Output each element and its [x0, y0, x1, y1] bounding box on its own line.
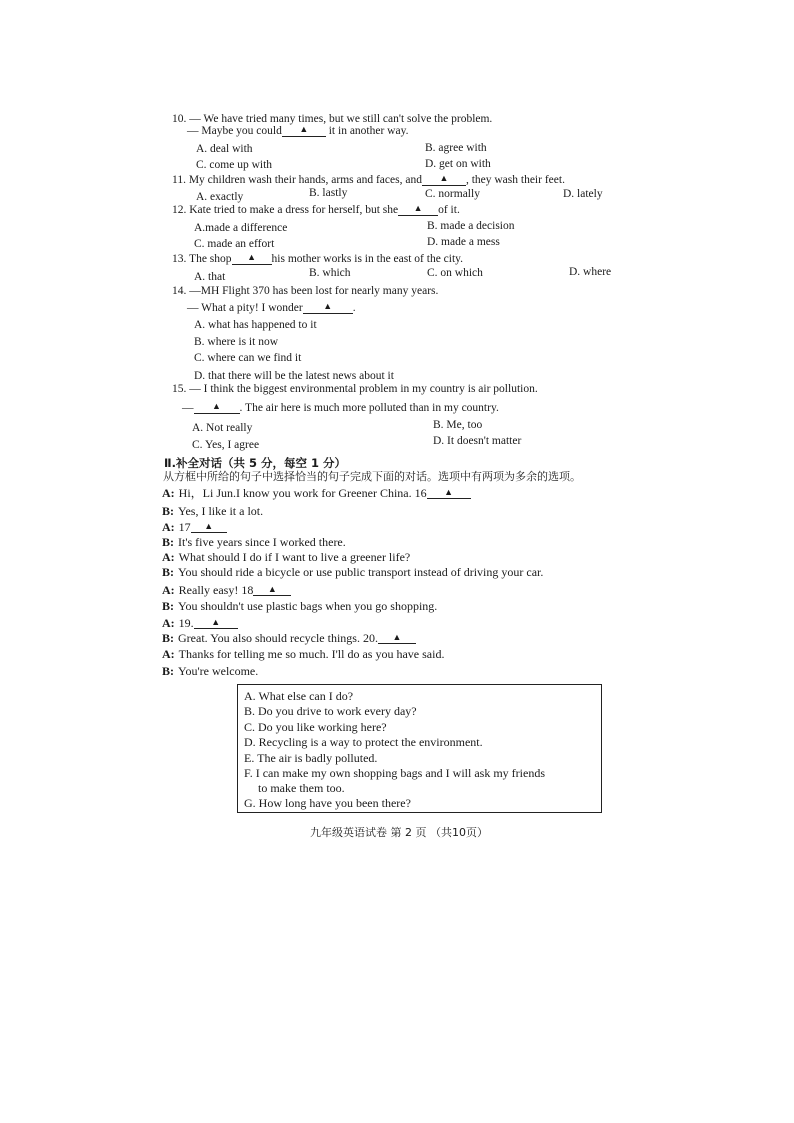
- triangle-icon: ▲: [413, 203, 423, 213]
- q11-answer-blank[interactable]: [422, 173, 466, 186]
- box-option-d: D. Recycling is a way to protect the environment.: [244, 735, 483, 749]
- box-option-e: E. The air is badly polluted.: [244, 751, 378, 765]
- q13-stem: [172, 252, 463, 266]
- q15-line2-post: . The air here is much more polluted than in my country.: [239, 402, 499, 414]
- q11-option-b: B. lastly: [309, 187, 348, 199]
- dialogue-text: You shouldn't use plastic bags when you go shopping.: [178, 599, 438, 613]
- dialogue-answer-blank[interactable]: [194, 616, 238, 629]
- box-option-g: G. How long have you been there?: [244, 796, 411, 810]
- q12-option-b: B. made a decision: [427, 220, 515, 232]
- q14-stem: 14. —MH Flight 370 has been lost for nearly many years.: [172, 285, 439, 297]
- q15-option-b: B. Me, too: [433, 419, 483, 431]
- q13-option-d: D. where: [569, 266, 612, 278]
- triangle-icon: ▲: [392, 632, 402, 642]
- dialogue-answer-blank[interactable]: [427, 486, 471, 499]
- q14-line2-pre: — What a pity! I wonder: [187, 302, 303, 314]
- page-footer: 九年级英语试卷 第 2 页 （共10页）: [310, 826, 488, 839]
- dialogue-text: Really easy! 18: [178, 583, 254, 597]
- q10-option-c: C. come up with: [196, 159, 273, 171]
- speaker-label: B:: [162, 664, 174, 678]
- q12-post: of it.: [438, 204, 460, 216]
- q11-pre: 11. My children wash their hands, arms and faces, and: [172, 174, 422, 186]
- q14-option-c: C. where can we find it: [194, 352, 302, 364]
- dialogue-line: [162, 520, 227, 535]
- dialogue-line: [162, 535, 346, 550]
- dialogue-answer-blank[interactable]: [253, 583, 291, 596]
- q13-pre: 13. The shop: [172, 253, 232, 265]
- speaker-label: A:: [162, 583, 175, 597]
- dialogue-text: Yes, I like it a lot.: [178, 504, 264, 518]
- options-box: [237, 684, 602, 813]
- speaker-label: B:: [162, 599, 174, 613]
- dialogue-text: It's five years since I worked there.: [178, 535, 346, 549]
- q15-answer-blank[interactable]: [194, 401, 240, 414]
- dialogue-line: [162, 647, 444, 662]
- dialogue-text: What should I do if I want to live a greener life?: [178, 550, 411, 564]
- q10-stem: 10. — We have tried many times, but we still can't solve the problem.: [172, 113, 493, 125]
- q10-option-b: B. agree with: [425, 142, 487, 154]
- box-option-a: A. What else can I do?: [244, 689, 354, 703]
- q15-option-a: A. Not really: [192, 422, 253, 434]
- speaker-label: B:: [162, 535, 174, 549]
- dialogue-answer-blank[interactable]: [378, 631, 416, 644]
- box-option-c: C. Do you like working here?: [244, 720, 387, 734]
- q14-option-b: B. where is it now: [194, 336, 279, 348]
- q14-option-a: A. what has happened to it: [194, 319, 317, 331]
- dialogue-line: [162, 583, 291, 598]
- q15-option-d: D. It doesn't matter: [433, 435, 522, 447]
- q11-option-d: D. lately: [563, 188, 603, 200]
- q15-line2: [182, 401, 499, 415]
- q13-option-a: A. that: [194, 271, 226, 283]
- dialogue-line: [162, 504, 263, 519]
- q13-option-c: C. on which: [427, 267, 483, 279]
- q12-option-d: D. made a mess: [427, 236, 500, 248]
- q12-pre: 12. Kate tried to make a dress for herself, but she: [172, 204, 399, 216]
- triangle-icon: ▲: [299, 124, 309, 134]
- q13-option-b: B. which: [309, 267, 351, 279]
- speaker-label: A:: [162, 520, 175, 534]
- q12-answer-blank[interactable]: [398, 203, 438, 216]
- triangle-icon: ▲: [212, 401, 221, 411]
- triangle-icon: ▲: [439, 173, 449, 183]
- q14-answer-blank[interactable]: [303, 301, 353, 314]
- speaker-label: A:: [162, 550, 175, 564]
- dialogue-text: Hi，Li Jun.I know you work for Greener China. 16: [178, 486, 427, 500]
- section-2-instruction: 从方框中所给的句子中选择恰当的句子完成下面的对话。选项中有两项为多余的选项。: [163, 470, 581, 483]
- speaker-label: A:: [162, 616, 175, 630]
- dialogue-text: 17: [178, 520, 191, 534]
- triangle-icon: ▲: [211, 617, 221, 627]
- q13-post: his mother works is in the east of the city.: [271, 253, 464, 265]
- triangle-icon: ▲: [323, 301, 333, 311]
- section-2-title: Ⅱ.补全对话（共 5 分，每空 1 分）: [164, 456, 346, 470]
- dialogue-text: Great. You also should recycle things. 20.: [178, 631, 378, 645]
- q14-line2-post: .: [352, 302, 356, 314]
- q15-stem: 15. — I think the biggest environmental problem in my country is air pollution.: [172, 383, 538, 395]
- dialogue-line: [162, 664, 258, 679]
- dialogue-text: You're welcome.: [178, 664, 259, 678]
- triangle-icon: ▲: [444, 487, 454, 497]
- dialogue-text: 19.: [178, 616, 194, 630]
- q12-option-a: A.made a difference: [194, 222, 288, 234]
- q14-line2: [187, 301, 356, 315]
- dialogue-text: Thanks for telling me so much. I'll do as you have said.: [178, 647, 445, 661]
- dialogue-line: [162, 631, 416, 646]
- box-option-b: B. Do you drive to work every day?: [244, 704, 417, 718]
- q11-option-c: C. normally: [425, 188, 480, 200]
- box-option-f-cont: to make them too.: [258, 781, 345, 795]
- q11-option-a: A. exactly: [196, 191, 244, 203]
- dialogue-line: [162, 599, 437, 614]
- q15-option-c: C. Yes, I agree: [192, 439, 260, 451]
- triangle-icon: ▲: [204, 521, 214, 531]
- q10-option-d: D. get on with: [425, 158, 491, 170]
- q13-answer-blank[interactable]: [232, 252, 272, 265]
- speaker-label: A:: [162, 647, 175, 661]
- speaker-label: A:: [162, 486, 175, 500]
- box-option-f: F. I can make my own shopping bags and I will ask my friends: [244, 766, 545, 780]
- q11-post: , they wash their feet.: [465, 174, 565, 186]
- dialogue-line: [162, 616, 238, 631]
- q10-line2-pre: — Maybe you could: [187, 125, 282, 137]
- speaker-label: B:: [162, 565, 174, 579]
- q12-stem: [172, 203, 460, 217]
- dialogue-line: [162, 565, 543, 580]
- dialogue-line: [162, 550, 410, 565]
- q12-option-c: C. made an effort: [194, 238, 275, 250]
- q10-option-a: A. deal with: [196, 143, 253, 155]
- speaker-label: B:: [162, 504, 174, 518]
- dialogue-answer-blank[interactable]: [191, 520, 227, 533]
- speaker-label: B:: [162, 631, 174, 645]
- q14-option-d: D. that there will be the latest news about it: [194, 370, 394, 382]
- triangle-icon: ▲: [247, 252, 256, 262]
- dialogue-line: [162, 486, 471, 501]
- q10-line2-post: it in another way.: [325, 125, 409, 137]
- q10-line2: [187, 124, 408, 138]
- triangle-icon: ▲: [267, 584, 277, 594]
- dialogue-text: You should ride a bicycle or use public transport instead of driving your car.: [178, 565, 544, 579]
- q11-stem: [172, 173, 565, 187]
- q10-answer-blank[interactable]: [282, 124, 326, 137]
- q15-line2-pre: —: [182, 402, 194, 414]
